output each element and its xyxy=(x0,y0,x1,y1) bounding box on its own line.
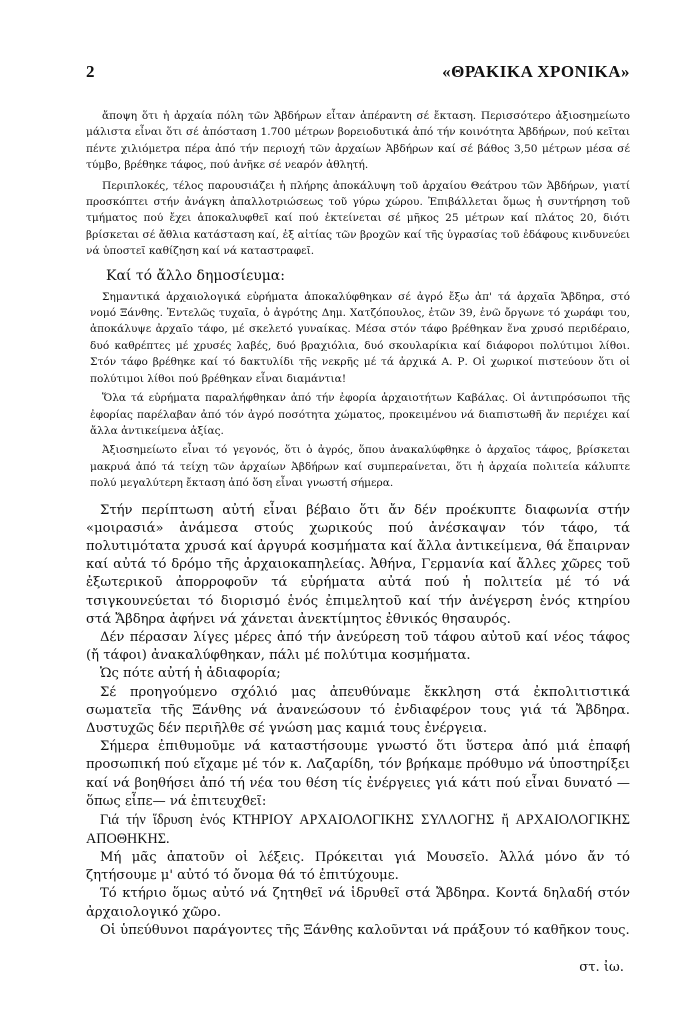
quoted-paragraph: Ἀξιοσημείωτο εἶναι τό γεγονός, ὅτι ὁ ἀγρός, ὅπου ἀνακαλύφθηκε ὁ ἀρχαῖος τάφος, βρίσκεται μακρυά ἀπό τά τείχη τῶν ἀρχαίων Ἀβδήρων καί συμπεραίνεται, ὅτι ἡ ἀρχαία πολιτεία κάλυπτε πολύ μεγαλύτερη ἔκταση ἀπό ὅση εἶναι γνωστή σήμερα. xyxy=(90,444,630,490)
quoted-paragraph: Σημαντικά ἀρχαιολογικά εὑρήματα ἀποκαλύφθηκαν σέ ἀγρό ἔξω ἀπ' τά ἀρχαῖα Ἄβδηρα, στό νομό Ξάνθης. Ἐντελῶς τυχαῖα, ὁ ἀγρότης Δημ. Χατζόπουλος, ἐτῶν 39, ἐνῶ ὄργωνε τό χωράφι του, ἀποκάλυψε ἀρχαῖο τάφο, μέ σκελετό γυναίκας. Μέσα στόν τάφο βρέθηκαν ἕνα χρυσό περιδέραιο, δυό καθρέπτες μέ χρυσές λαβές, δυό βραχιόλια, δυό σκουλαρίκια καί διάφοροι πολύτιμοι λίθοι. Στόν τάφο βρέθηκε καί τό δακτυλίδι τῆς νεκρῆς μέ τά ἀρχικά Α. Ρ. Οἱ χωρικοί πιστεύουν ὅτι οἱ πολύτιμοι λίθοι πού βρέθηκαν εἶναι διαμάντια! xyxy=(90,290,630,385)
quoted-article xyxy=(86,289,630,492)
commentary-paragraph: Δέν πέρασαν λίγες μέρες ἀπό τήν ἀνεύρεση τοῦ τάφου αὐτοῦ καί νέος τάφος (ἤ τάφοι) ἀνακαλύφθηκαν, πάλι μέ πολύτιμα κοσμήματα. xyxy=(86,629,630,664)
museum-proposal-line: Γιά τήν ἵδρυση ἑνός ΚΤΗΡΙΟΥ ΑΡΧΑΙΟΛΟΓΙΚΗΣ ΣΥΛΛΟΓΗΣ ἤ ΑΡΧΑΙΟΛΟΓΙΚΗΣ ΑΠΟΘΗΚΗΣ. xyxy=(86,811,630,847)
intro-paragraph: ἄποψη ὅτι ἡ ἀρχαία πόλη τῶν Ἀβδήρων εἶταν ἀπέραντη σέ ἔκταση. Περισσότερο ἀξιοσημείωτο μάλιστα εἶναι ὅτι σέ ἀπόσταση 1.700 μέτρων βορειοδυτικά ἀπό τήν κοινότητα Ἀβδήρων, πού κεῖται πέντε χιλιόμετρα πέρα ἀπό τήν περιοχή τῶν ἀρχαίων Ἀβδήρων καί σέ βάθος 3,50 μέτρων μέσα σέ τύμβο, βρέθηκε τάφος, πού ἀνῆκε σέ νεαρόν ἀθλητή. xyxy=(86,110,630,172)
quoted-paragraph: Ὅλα τά εὑρήματα παραλήφθηκαν ἀπό τήν ἐφορία ἀρχαιοτήτων Καβάλας. Οἱ ἀντιπρόσωποι τῆς ἐφορίας παρέλαβαν ἀπό τόν ἀγρό ποσότητα χώματος, προκειμένου νά διαπιστωθῆ ἄν περιέχει καί ἄλλα ἀντικείμενα ἀξίας. xyxy=(90,392,630,437)
commentary-paragraph: Οἱ ὑπεύθυνοι παράγοντες τῆς Ξάνθης καλοῦνται νά πράξουν τό καθῆκον τους. xyxy=(100,922,630,938)
commentary-paragraph: Σέ προηγούμενο σχόλιό μας ἀπευθύναμε ἔκκληση στά ἐκπολιτιστικά σωματεῖα τῆς Ξάνθης νά ἀνανεώσουν τό ἐνδιαφέρον τους γιά τά Ἄβδηρα. Δυστυχῶς δέν περιῆλθε σέ γνώση μας καμιά τους ἐνέργεια. xyxy=(86,684,630,736)
intro-section xyxy=(86,108,630,260)
journal-title: «ΘΡΑΚΙΚΑ ΧΡΟΝΙΚΑ» xyxy=(442,62,630,81)
commentary-paragraph: Σήμερα ἐπιθυμοῦμε νά καταστήσουμε γνωστό ὅτι ὕστερα ἀπό μιά ἐπαφή προσωπική πού εἴχαμε μέ τόν κ. Λαζαρίδη, τόν βρήκαμε πρόθυμο νά ὑποστηρίξει καί νά βοηθήσει ἀπό τή νέα του θέση τίς ἐνέργειες γιά κάτι πού εἶναι δυνατό —ὅπως εἶπε— νά ἐπιτευχθεῖ: xyxy=(86,739,630,809)
page-number: 2 xyxy=(86,62,95,81)
author-signature: στ. ἰω. xyxy=(579,960,624,975)
commentary-paragraph: Μή μᾶς ἀπατοῦν οἱ λέξεις. Πρόκειται γιά Μουσεῖο. Ἀλλά μόνο ἄν τό ζητήσουμε μ' αὐτό τό ὄνομα θά τό ἐπιτύχουμε. xyxy=(86,849,630,884)
commentary-paragraph: Στήν περίπτωση αὐτή εἶναι βέβαιο ὅτι ἄν δέν προέκυπτε διαφωνία στήν «μοιρασιά» ἀνάμεσα στούς χωρικούς πού ἀνέσκαψαν τόν τάφο, τά πολυτιμότατα χρυσά καί ἀργυρά κοσμήματα καί ἄλλα ἀντικείμενα, θά ἔπαιρναν καί αὐτά τό δρόμο τῆς ἀρχαιοκαπηλείας. Ἀθήνα, Γερμανία καί ἄλλες χῶρες τοῦ ἐξωτερικοῦ ἀπορροφοῦν τά εὑρήματα αὐτά πού ἡ πολιτεία μέ τό νά τσιγκουνεύεται τό διορισμό ἑνός ἐπιμελητοῦ καί τήν ἀνέγερση ἑνός κτηρίου στά Ἄβδηρα ἀφήνει νά χάνεται ἀνεκτίμητος ἐθνικός θησαυρός. xyxy=(86,502,630,627)
commentary-paragraph: Τό κτήριο ὅμως αὐτό νά ζητηθεῖ νά ἱδρυθεῖ στά Ἄβδηρα. Κοντά δηλαδή στόν ἀρχαιολογικό χῶρο. xyxy=(86,886,630,920)
intro-paragraph: Περιπλοκές, τέλος παρουσιάζει ἡ πλήρης ἀποκάλυψη τοῦ ἀρχαίου Θεάτρου τῶν Ἀβδήρων, γιατί προσκόπτει στήν ἀνάγκη ἀπαλλοτριώσεως τοῦ γύρω χώρου. Ἐπιβάλλεται ὅμως ἡ συντήρηση τοῦ τμήματος πού ἔχει ἀποκαλυφθεῖ καί πού ἐκτείνεται σέ μῆκος 25 μέτρων καί πλάτος 20, διότι βρίσκεται σέ ἄθλια κατάσταση καί, ἐξ αἰτίας τῶν βροχῶν καί τῆς ὑγρασίας τοῦ ἐδάφους κινδυνεύει νά ὑποστεῖ καθίζηση καί νά καταστραφεῖ. xyxy=(86,179,630,258)
commentary-section xyxy=(86,502,630,940)
section-subheading: Καί τό ἄλλο δημοσίευμα: xyxy=(106,267,285,284)
commentary-paragraph: Ὡς πότε αὐτή ἡ ἀδιαφορία; xyxy=(100,666,281,682)
page-header xyxy=(86,62,630,82)
